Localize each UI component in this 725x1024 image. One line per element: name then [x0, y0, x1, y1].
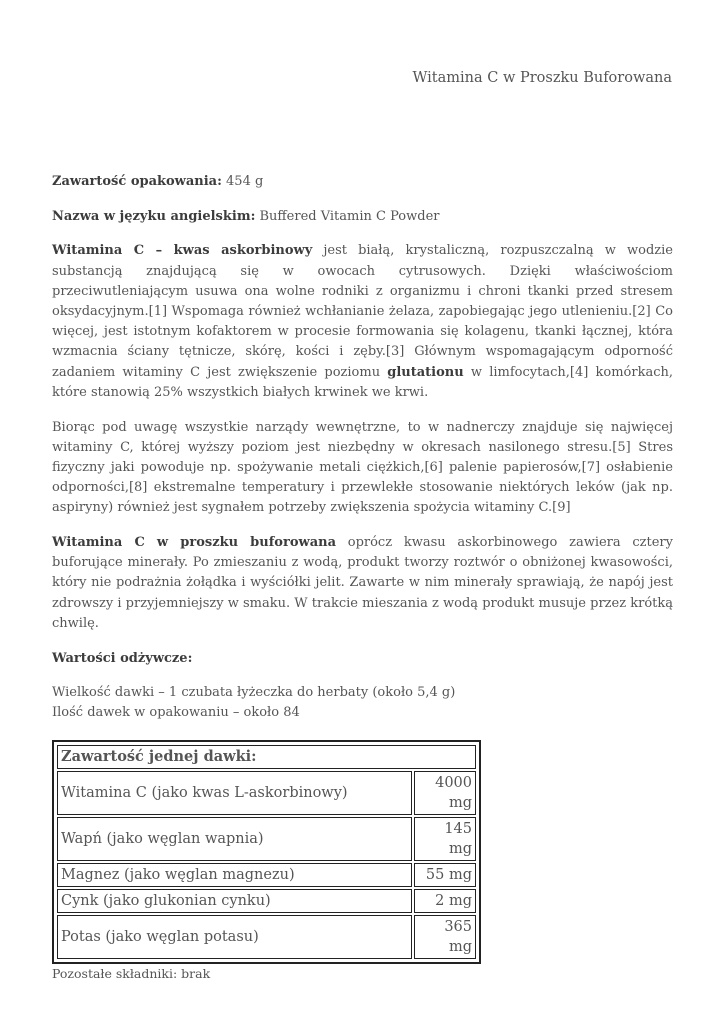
paragraph-text: oprócz kwasu askorbinowego zawiera cztery buforujące minerały. Po zmieszaniu z wodą, produkt tworzy roztwór o obniżonej kwasowości, który nie podrażnia żołądka i wyściółki jelit. Zawarte w nim minerały sprawiają, że napój jest zdrowszy i przyjemniejszy w smaku. W trakcie mieszania z wodą produkt musuje przez krótką chwilę. [52, 535, 673, 631]
table-header: Zawartość jednej dawki: [57, 745, 476, 769]
nutrient-name: Magnez (jako węglan magnezu) [57, 863, 412, 887]
serving-size: Wielkość dawki – 1 czubata łyżeczka do herbaty (około 5,4 g) [52, 685, 456, 701]
nutrient-amount: 365 mg [414, 915, 476, 959]
paragraph-text: jest białą, krystaliczną, rozpuszczalną w wodzie substancją znajdującą się w owocach cytrusowych. Dzięki właściwościom przeciwutleniającym usuwa ona wolne rodniki z organizmu i chroni tkanki przed stresem oksydacyjnym.[1] Wspomaga również wchłanianie żelaza, zapobiegając jego utlenieniu.[2] Co więcej, jest istotnym kofaktorem w procesie formowania się kolagenu, tkanki łącznej, która wzmacnia ściany tętnicze, skórę, kości i zęby.[3] Głównym wspomagającym odporność zadaniem witaminy C jest zwiększenie poziomu [52, 243, 673, 380]
nutrition-table-frame [52, 740, 481, 964]
buffered-term: Witamina C w proszku buforowana [52, 535, 336, 551]
vitamin-c-paragraph [52, 241, 673, 403]
nutrient-amount: 55 mg [414, 863, 476, 887]
table-row [57, 771, 476, 815]
nutrition-heading [52, 649, 673, 669]
english-name-value: Buffered Vitamin C Powder [255, 208, 440, 224]
nutrient-name: Witamina C (jako kwas L-askorbinowy) [57, 771, 412, 815]
buffered-paragraph [52, 533, 673, 634]
glutathione-term: glutationu [387, 364, 464, 380]
table-header-row [57, 745, 476, 769]
nutrient-name: Cynk (jako glukonian cynku) [57, 889, 412, 913]
english-name [52, 207, 673, 227]
package-content [52, 172, 673, 192]
servings-per-container: Ilość dawek w opakowaniu – około 84 [52, 705, 300, 721]
table-row [57, 863, 476, 887]
nutrient-name: Potas (jako węglan potasu) [57, 915, 412, 959]
table-row [57, 889, 476, 913]
nutrient-name: Wapń (jako węglan wapnia) [57, 817, 412, 861]
paragraph-text: w limfocytach,[4] komórkach, które stanowią 25% wszystkich białych krwinek we krwi. [52, 364, 673, 400]
english-name-label: Nazwa w języku angielskim: [52, 208, 256, 224]
nutrient-amount: 145 mg [414, 817, 476, 861]
product-description [52, 172, 673, 984]
other-ingredients: Pozostałe składniki: brak [52, 965, 211, 981]
package-label: Zawartość opakowania: [52, 174, 222, 189]
table-row [57, 817, 476, 861]
nutrition-table [55, 743, 478, 961]
table-row [57, 915, 476, 959]
nutrient-amount: 4000 mg [414, 771, 476, 815]
page-title: Witamina C w Proszku Buforowana [412, 70, 672, 86]
adrenal-paragraph: Biorąc pod uwagę wszystkie narządy wewnętrzne, to w nadnerczy znajduje się najwięcej witaminy C, której wyższy poziom jest niezbędny w okresach nasilonego stresu.[5] Stres fizyczny jaki powoduje np. spożywanie metali ciężkich,[6] palenie papierosów,[7] osłabienie odporności,[8] ekstremalne temperatury i przewlekłe stosowanie niektórych leków (jak np. aspiryny) również jest sygnałem potrzeby zwiększenia spożycia witaminy C.[9] [52, 419, 673, 516]
nutrition-heading-text: Wartości odżywcze: [52, 650, 193, 666]
nutrient-amount: 2 mg [414, 889, 476, 913]
package-value: 454 g [221, 174, 264, 189]
vitamin-c-term: Witamina C – kwas askorbinowy [52, 243, 313, 259]
